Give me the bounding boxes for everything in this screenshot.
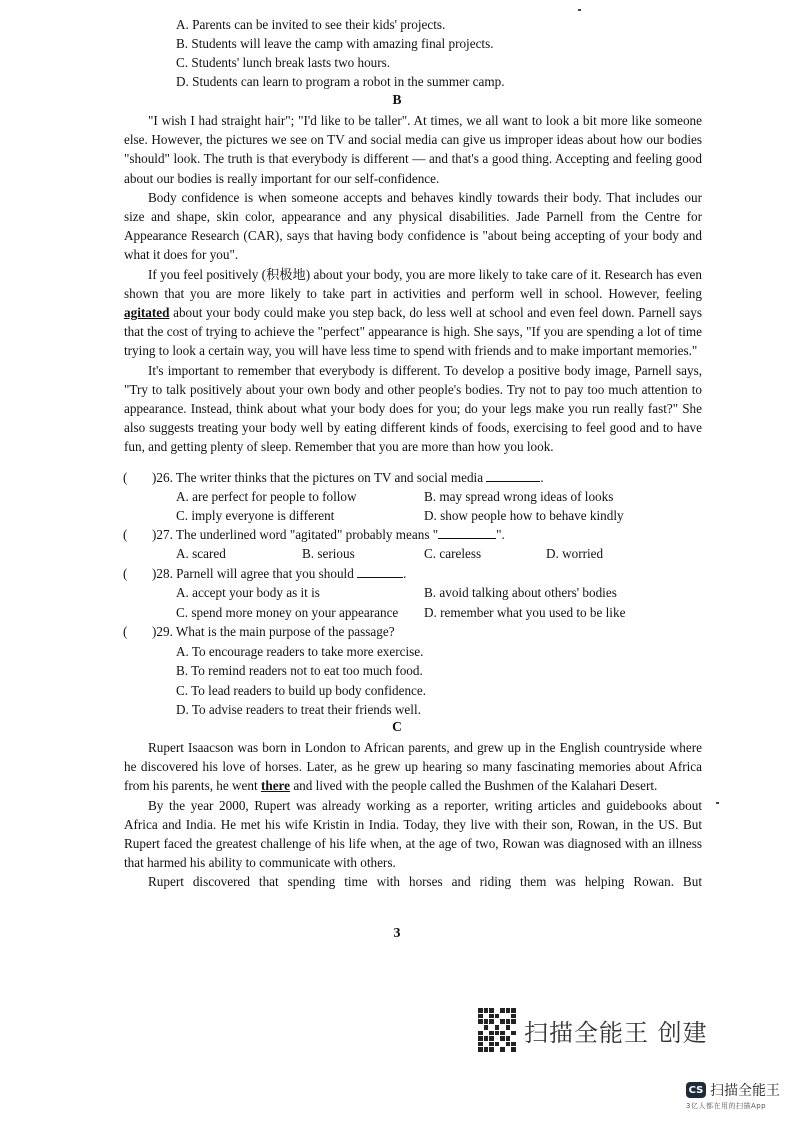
passage-c-p1-text-before: Rupert Isaacson was born in London to African parents, and grew up in the English countryside where he discovered his love of horses. Later, as he grew up hearing so many fascinating memories about Africa from his parents, he went [124, 740, 702, 794]
passage-b-paragraph-2: Body confidence is when someone accepts and behaves kindly towards their body. That includes our size and shape, skin color, appearance and any physical disabilities. Jade Parnell from the Centre for Appearance Research (CAR), says that having body confidence is "about being accepting of your body and what it does for you". [124, 189, 702, 263]
section-c-title: C [392, 719, 402, 734]
q26-answer-paren: ( [123, 470, 128, 485]
app-name: 扫描全能王 [710, 1083, 780, 1099]
q25-option-a: A. Parents can be invited to see their kids' projects. [176, 17, 446, 32]
q28-stem-end: . [403, 566, 407, 581]
q25-option-d: D. Students can learn to program a robot in the summer camp. [176, 74, 505, 89]
q28-stem-text: )28. Parnell will agree that you should [152, 566, 354, 581]
q27-stem-end: ". [496, 527, 505, 542]
passage-c-paragraph-3: Rupert discovered that spending time with horses and riding them was helping Rowan. But [148, 874, 702, 890]
q27-answer-paren: ( [123, 527, 128, 542]
q26-option-c: C. imply everyone is different [176, 508, 335, 523]
q27-option-a: A. scared [176, 546, 226, 561]
q28-option-c: C. spend more money on your appearance [176, 605, 399, 620]
q26-stem-end: . [540, 470, 544, 485]
q27-option-b: B. serious [302, 546, 355, 561]
passage-b-paragraph-3 [124, 265, 702, 361]
q25-option-c: C. Students' lunch break lasts two hours. [176, 55, 391, 70]
app-badge [686, 1080, 780, 1100]
q26-stem-text: )26. The writer thinks that the pictures on TV and social media [152, 470, 484, 485]
q27-option-d: D. worried [546, 546, 604, 561]
q28-blank [357, 565, 403, 578]
q29-option-d: D. To advise readers to treat their friends well. [176, 702, 421, 717]
passage-b-paragraph-1: "I wish I had straight hair"; "I'd like to be taller". At times, we all want to look a bit more like someone else. However, the pictures we see on TV and social media can give us improper ideas about how our bodies "should" look. The truth is that everybody is different — and that's a good thing. Accepting and feeling good about our bodies is really important for our self-confidence. [124, 113, 702, 186]
q27-stem-text: )27. The underlined word "agitated" probably means " [152, 527, 439, 542]
passage-c-p1-text-after: and lived with the people called the Bushmen of the Kalahari Desert. [290, 778, 658, 794]
q28-answer-paren: ( [123, 566, 128, 581]
q29-answer-paren: ( [123, 624, 128, 639]
q27-blank [438, 526, 496, 539]
page-number: 3 [393, 926, 401, 941]
scanner-watermark [478, 1008, 708, 1052]
q25-option-b: B. Students will leave the camp with amazing final projects. [176, 36, 494, 51]
q29-option-c: C. To lead readers to build up body confidence. [176, 683, 427, 698]
passage-b-paragraph-4: It's important to remember that everybody is different. To develop a positive body image, Parnell says, "Try to talk positively about your own body and other people's bodies. Try not to pay too much attention to appearance. Instead, think about what your body does for you; do your legs make you run really fast?" She also suggests treating your body well by eating different kinds of foods, exercising to feel good and to have fun, and getting plenty of sleep. Remember that you are more than how you look. [124, 362, 702, 455]
q26-option-b: B. may spread wrong ideas of looks [424, 489, 614, 504]
q27-option-c: C. careless [424, 546, 482, 561]
qr-code-icon [478, 1008, 516, 1052]
q26-stem [152, 468, 544, 487]
passage-c-paragraph-1 [124, 738, 702, 796]
app-tagline: 3亿人都在用的扫描App [686, 1102, 767, 1110]
passage-b-p3-text-after: about your body could make you step back, do less well at school and even feel down. Parnell says that the cost of trying to achieve the "perfect" appearance is high. She says, "If you are spending a lot of time trying to look a certain way, you will have less time to spend with friends and to make important memories." [124, 305, 702, 359]
scan-speck [578, 9, 581, 11]
passage-b [124, 111, 702, 457]
q28-option-d: D. remember what you used to be like [424, 605, 626, 620]
passage-b-p3-text-before: If you feel positively (积极地) about your body, you are more likely to take care of it. Research has even shown that you are more likely to take part in activities and perform well in school. However, feeling [124, 266, 702, 301]
scan-speck [716, 802, 719, 804]
underlined-word-there: there [260, 778, 291, 794]
q29-option-b: B. To remind readers not to eat too much food. [176, 663, 423, 678]
section-b-title: B [392, 92, 402, 107]
q26-option-d: D. show people how to behave kindly [424, 508, 624, 523]
passage-c [124, 738, 702, 892]
q26-blank [486, 469, 540, 482]
underlined-word-agitated: agitated [124, 305, 170, 321]
q26-option-a: A. are perfect for people to follow [176, 489, 357, 504]
watermark-text: 扫描全能王 创建 [524, 1018, 708, 1047]
q29-stem [152, 622, 395, 641]
q28-option-b: B. avoid talking about others' bodies [424, 585, 617, 600]
q27-stem [152, 525, 505, 544]
camscanner-logo-icon: CS [686, 1082, 706, 1098]
q28-stem [152, 564, 406, 583]
passage-c-paragraph-2: By the year 2000, Rupert was already working as a reporter, writing articles and guidebooks about Africa and India. He met his wife Kristin in India. Today, they live with their son, Rowan, in the US. But Rupert faced the greatest challenge of his life when, at the age of two, Rowan was diagnosed with an illness that harmed his ability to communicate with others. [124, 797, 702, 871]
q29-option-a: A. To encourage readers to take more exercise. [176, 644, 424, 659]
q29-stem-text: )29. What is the main purpose of the passage? [152, 624, 395, 639]
q28-option-a: A. accept your body as it is [176, 585, 320, 600]
